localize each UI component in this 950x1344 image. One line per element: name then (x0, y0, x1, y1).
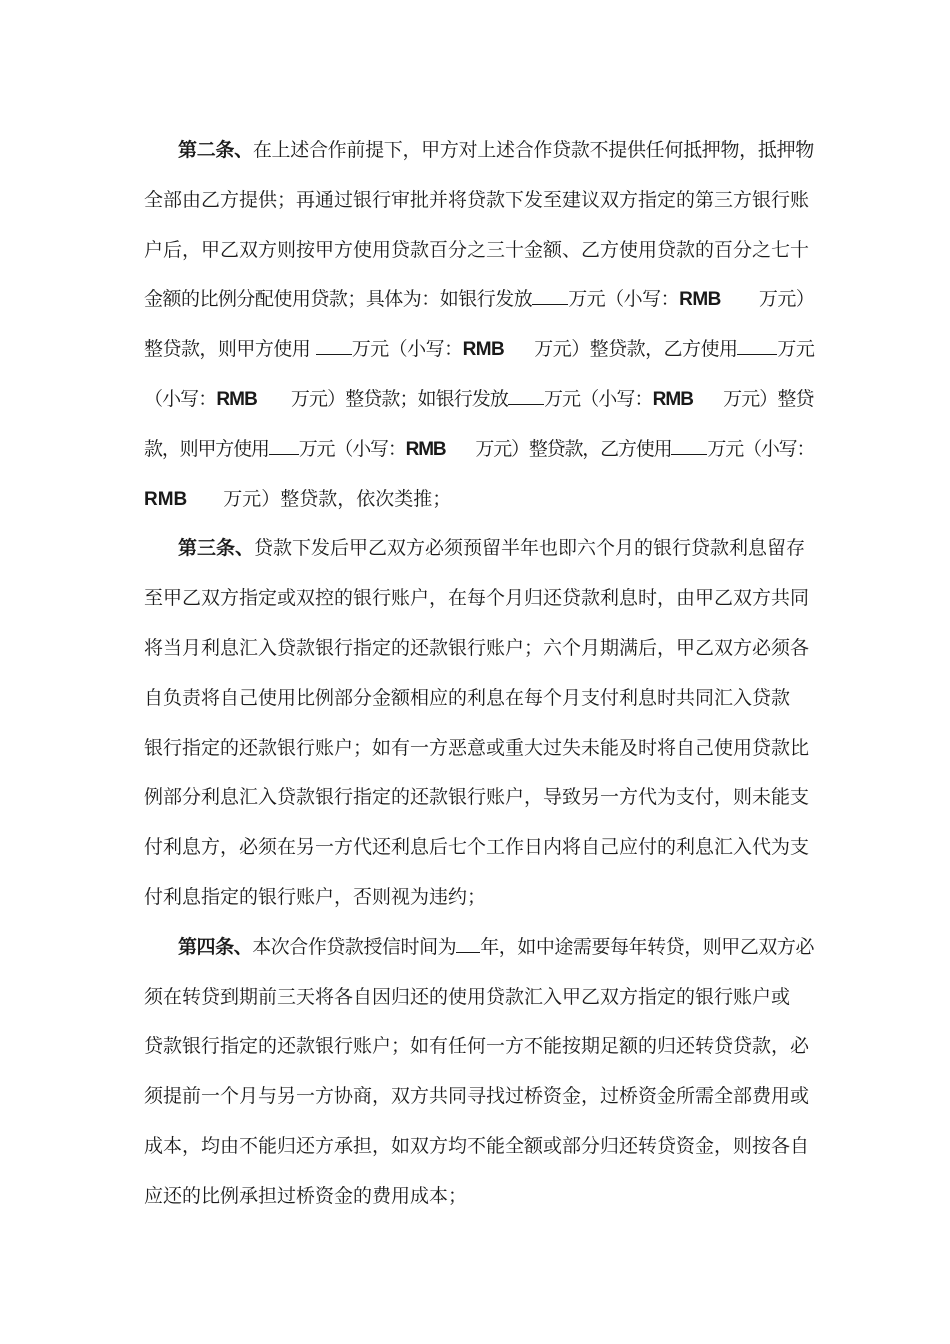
article-3-line-7 (144, 823, 814, 873)
article-3-line-5 (144, 724, 814, 774)
article-3-text: 自负责将自己使用比例部分金额相应的利息在每个月支付利息时共同汇入贷款 (144, 686, 791, 709)
article-2-line-5 (144, 325, 814, 375)
article-4-line-2 (144, 973, 814, 1023)
currency-label: RMB (652, 388, 694, 410)
article-4-line-5 (144, 1122, 814, 1172)
article-3-text: 至甲乙双方指定或双控的银行账户，在每个月归还贷款利息时，由甲乙双方共同 (144, 587, 810, 610)
article-4-text: 须在转贷到期前三天将各自因归还的使用贷款汇入甲乙双方指定的银行账户或 (144, 985, 791, 1008)
article-3-text: 例部分利息汇入贷款银行指定的还款银行账户，导致另一方代为支付，则未能支 (144, 786, 810, 809)
article-2-line-8 (144, 475, 814, 525)
article-2-text: 万元） (758, 288, 815, 311)
article-3-line-2 (144, 574, 814, 624)
article-2-text: 万元）整贷款，乙方使用 (475, 437, 672, 460)
article-4-text: 本次合作贷款授信时间为 (252, 935, 457, 958)
article-3-line-3 (144, 624, 814, 674)
currency-label: RMB (216, 388, 257, 410)
article-3-line-6 (144, 773, 814, 823)
term-blank (456, 934, 480, 953)
document-body (144, 126, 814, 1222)
article-4-line-6 (144, 1172, 814, 1222)
article-2-text: 万元）整贷款，依次类推； (223, 487, 452, 510)
amount-blank (508, 386, 544, 405)
article-4-line-4 (144, 1072, 814, 1122)
amount-blank (269, 436, 299, 455)
article-2-line-3 (144, 226, 814, 276)
article-2-text: 万元（小写： (707, 437, 815, 460)
article-2-text: 万元）整贷款，乙方使用 (534, 338, 738, 361)
article-2-line-4 (144, 275, 814, 325)
amount-blank (671, 436, 707, 455)
article-2-text: （小写： (144, 387, 217, 410)
article-2-text: 万元）整贷款；如银行发放 (290, 387, 509, 410)
article-2-text: 万元（小写： (544, 387, 653, 410)
article-2-text: 整贷款，则甲方使用 (144, 338, 316, 361)
article-4-text: 须提前一个月与另一方协商，双方共同寻找过桥资金，过桥资金所需全部费用或 (144, 1085, 810, 1108)
article-2-text: 款，则甲方使用 (144, 437, 269, 460)
article-2-text: 万元（小写： (298, 437, 406, 460)
article-2-text: 金额的比例分配使用贷款；具体为：如银行发放 (144, 288, 533, 311)
article-4-text: 成本，均由不能归还方承担，如双方均不能全额或部分归还转贷资金，则按各自 (144, 1134, 810, 1157)
amount-blank (532, 286, 568, 305)
article-4-text: 应还的比例承担过桥资金的费用成本； (144, 1184, 468, 1207)
article-3-line-4 (144, 674, 814, 724)
article-4-line-3 (144, 1022, 814, 1072)
article-2-text: 万元（小写： (351, 338, 463, 361)
article-2-heading: 第二条、 (178, 139, 253, 161)
article-3-text: 银行指定的还款银行账户；如有一方恶意或重大过失未能及时将自己使用贷款比 (144, 736, 810, 759)
article-3-line-8 (144, 873, 814, 923)
article-3-text: 将当月利息汇入贷款银行指定的还款银行账户；六个月期满后，甲乙双方必须各 (144, 636, 810, 659)
article-4-line-1 (144, 923, 814, 973)
article-2-text: 户后，甲乙双方则按甲方使用贷款百分之三十金额、乙方使用贷款的百分之七十 (144, 238, 810, 261)
article-2-text: 万元）整贷 (723, 387, 814, 410)
article-3-text: 贷款下发后甲乙双方必须预留半年也即六个月的银行贷款利息留存 (254, 537, 806, 560)
currency-label: RMB (462, 339, 505, 361)
currency-label: RMB (405, 438, 446, 460)
article-3-line-1 (144, 524, 814, 574)
article-2-line-1 (144, 126, 814, 176)
article-2-line-6 (144, 375, 814, 425)
article-4-text: 年，如中途需要每年转贷，则甲乙双方必 (480, 935, 815, 958)
article-3-text: 付利息指定的银行账户，否则视为违约； (144, 885, 487, 908)
article-2-text: 万元（小写： (568, 288, 680, 311)
amount-blank (737, 336, 777, 355)
currency-label: RMB (144, 488, 188, 510)
article-2-line-7 (144, 425, 814, 475)
amount-blank (316, 336, 352, 355)
article-4-text: 贷款银行指定的还款银行账户；如有任何一方不能按期足额的归还转贷贷款，必 (144, 1035, 810, 1058)
article-3-heading: 第三条、 (178, 537, 255, 560)
article-4-heading: 第四条、 (178, 935, 253, 958)
article-2-line-2 (144, 176, 814, 226)
article-3-text: 付利息方，必须在另一方代还利息后七个工作日内将自己应付的利息汇入代为支 (144, 836, 810, 859)
article-2-text: 在上述合作前提下，甲方对上述合作贷款不提供任何抵押物，抵押物 (252, 139, 815, 161)
article-2-text: 万元 (777, 338, 815, 361)
currency-label: RMB (679, 289, 721, 311)
article-2-text: 全部由乙方提供；再通过银行审批并将贷款下发至建议双方指定的第三方银行账 (144, 188, 810, 211)
